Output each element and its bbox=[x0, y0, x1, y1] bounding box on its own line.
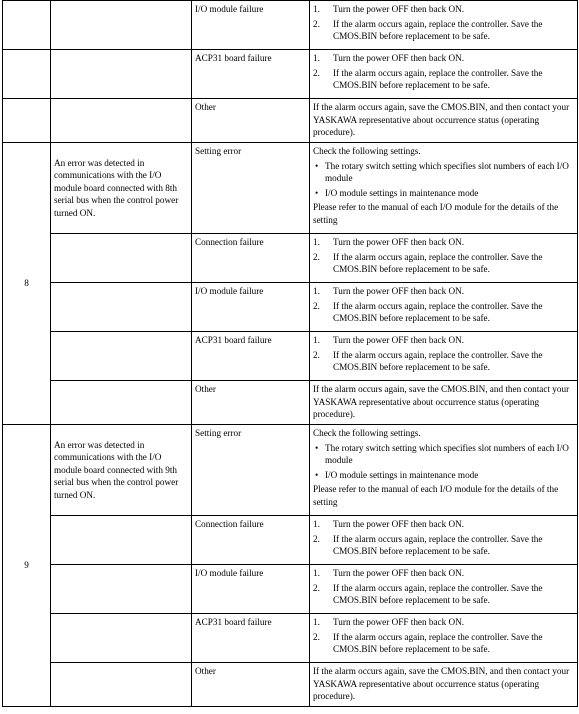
cause-cell: Connection failure bbox=[192, 516, 310, 565]
cause-cell: ACP31 board failure bbox=[192, 50, 310, 99]
alarm-table bbox=[2, 0, 578, 707]
remedy-cell: 1. Turn the power OFF then back ON. 2. If the alarm occurs again, replace the controller. Save the CMOS.BIN before replacement to be safe. bbox=[310, 614, 578, 663]
cause-cell: I/O module failure bbox=[192, 1, 310, 50]
cause-cell: I/O module failure bbox=[192, 283, 310, 332]
remedy-cell: 1. Turn the power OFF then back ON. 2. If the alarm occurs again, replace the controller. Save the CMOS.BIN before replacement to be safe. bbox=[310, 516, 578, 565]
remedy-cell: 1. Turn the power OFF then back ON. 2. If the alarm occurs again, replace the controller. Save the CMOS.BIN before replacement to be safe. bbox=[310, 332, 578, 381]
table-row bbox=[3, 234, 578, 283]
alarm-description: An error was detected in communications with the I/O module board connected with 9th serial bus when the control power turned ON. bbox=[51, 425, 192, 516]
table-row bbox=[3, 283, 578, 332]
table-row bbox=[3, 1, 578, 50]
table-row bbox=[3, 332, 578, 381]
table-row bbox=[3, 663, 578, 707]
cause-cell: Setting error bbox=[192, 143, 310, 234]
remedy-cell: Check the following settings. • The rotary switch setting which specifies slot numbers of each I/O module • I/O module settings in maintenance mode Please refer to the manual of each I/O module for the details of the setting bbox=[310, 143, 578, 234]
table-row bbox=[3, 50, 578, 99]
remedy-cell: 1. Turn the power OFF then back ON. 2. If the alarm occurs again, replace the controller. Save the CMOS.BIN before replacement to be safe. bbox=[310, 234, 578, 283]
table-row bbox=[3, 614, 578, 663]
remedy-cell: 1. Turn the power OFF then back ON. 2. If the alarm occurs again, replace the controller. Save the CMOS.BIN before replacement to be safe. bbox=[310, 283, 578, 332]
table-row bbox=[3, 565, 578, 614]
table-row bbox=[3, 425, 578, 516]
table-row bbox=[3, 381, 578, 425]
cause-cell: Other bbox=[192, 663, 310, 707]
alarm-description: An error was detected in communications with the I/O module board connected with 8th serial bus when the control power turned ON. bbox=[51, 143, 192, 234]
cause-cell: Connection failure bbox=[192, 234, 310, 283]
cause-cell: ACP31 board failure bbox=[192, 614, 310, 663]
remedy-cell: If the alarm occurs again, save the CMOS.BIN, and then contact your YASKAWA representative about occurrence status (operating procedure). bbox=[310, 99, 578, 143]
remedy-cell: 1. Turn the power OFF then back ON. 2. If the alarm occurs again, replace the controller. Save the CMOS.BIN before replacement to be safe. bbox=[310, 565, 578, 614]
cause-cell: Other bbox=[192, 99, 310, 143]
cause-cell: Setting error bbox=[192, 425, 310, 516]
remedy-cell: If the alarm occurs again, save the CMOS.BIN, and then contact your YASKAWA representative about occurrence status (operating procedure). bbox=[310, 381, 578, 425]
remedy-cell: Check the following settings. • The rotary switch setting which specifies slot numbers of each I/O module • I/O module settings in maintenance mode Please refer to the manual of each I/O module for the details of the setting bbox=[310, 425, 578, 516]
cause-cell: Other bbox=[192, 381, 310, 425]
cause-cell: ACP31 board failure bbox=[192, 332, 310, 381]
cause-cell: I/O module failure bbox=[192, 565, 310, 614]
alarm-subcode: 9 bbox=[3, 425, 51, 707]
alarm-subcode: 8 bbox=[3, 143, 51, 425]
remedy-cell: 1. Turn the power OFF then back ON. 2. If the alarm occurs again, replace the controller. Save the CMOS.BIN before replacement to be safe. bbox=[310, 50, 578, 99]
remedy-cell: 1. Turn the power OFF then back ON. 2. If the alarm occurs again, replace the controller. Save the CMOS.BIN before replacement to be safe. bbox=[310, 1, 578, 50]
table-row bbox=[3, 99, 578, 143]
remedy-cell: If the alarm occurs again, save the CMOS.BIN, and then contact your YASKAWA representative about occurrence status (operating procedure). bbox=[310, 663, 578, 707]
table-row bbox=[3, 143, 578, 234]
table-row bbox=[3, 516, 578, 565]
